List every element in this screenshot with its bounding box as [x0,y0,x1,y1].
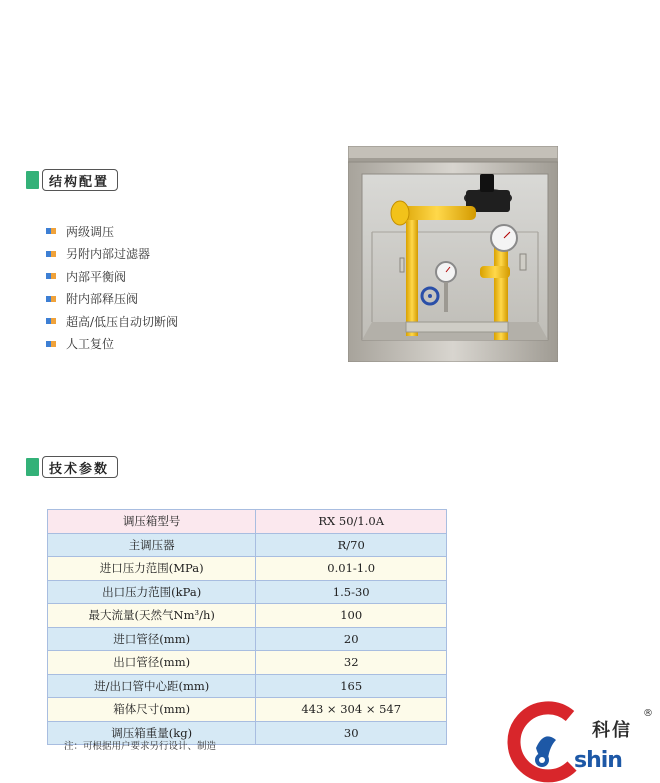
bullet-icon [46,318,56,324]
regulator-cabinet-photo [348,146,558,362]
company-logo [500,700,660,783]
feature-item: 内部平衡阀 [46,265,178,288]
feature-list [46,220,178,355]
structure-heading: 结构配置 [42,169,118,191]
table-row: 主调压器 R/70 [48,533,447,557]
footnote: 注：可根据用户要求另行设计、制造 [64,741,217,752]
structure-section-header [26,170,118,190]
specs-section-header [26,457,118,477]
table-row: 箱体尺寸(mm) 443 × 304 × 547 [48,698,447,722]
feature-item: 另附内部过滤器 [46,243,178,266]
spec-table [47,509,447,745]
feature-item: 两级调压 [46,220,178,243]
registered-mark: ® [643,708,653,719]
logo-chinese-text: 科信 [592,720,632,741]
table-row: 进口压力范围(MPa) 0.01-1.0 [48,557,447,581]
bullet-icon [46,273,56,279]
feature-item: 人工复位 [46,333,178,356]
feature-item: 附内部释压阀 [46,288,178,311]
green-square-icon [26,171,39,189]
table-row: 出口压力范围(kPa) 1.5-30 [48,580,447,604]
table-row: 最大流量(天然气Nm³/h) 100 [48,604,447,628]
table-row: 进口管径(mm) 20 [48,627,447,651]
bullet-icon [46,251,56,257]
logo-latin-text: shin [574,748,622,773]
specs-heading: 技术参数 [42,456,118,478]
green-square-icon [26,458,39,476]
feature-item: 超高/低压自动切断阀 [46,310,178,333]
table-row: 调压箱型号 RX 50/1.0A [48,510,447,534]
bullet-icon [46,341,56,347]
table-row: 出口管径(mm) 32 [48,651,447,675]
bullet-icon [46,228,56,234]
table-row: 调压箱重量(kg) 30 [48,721,447,745]
bullet-icon [46,296,56,302]
table-row: 进/出口管中心距(mm) 165 [48,674,447,698]
